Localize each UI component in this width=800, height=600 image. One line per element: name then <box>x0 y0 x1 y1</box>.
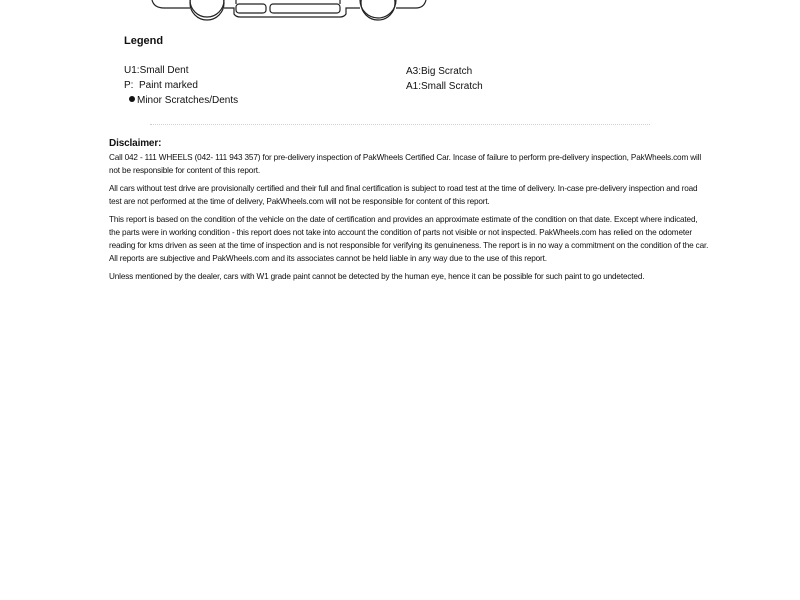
legend-code: A3: <box>406 66 422 77</box>
legend-label: Minor Scratches/Dents <box>137 95 239 106</box>
legend-item-paint-marked <box>124 80 198 92</box>
filled-dot-icon <box>129 96 135 102</box>
wheel-right-icon <box>361 0 395 20</box>
legend-label: Paint marked <box>139 80 198 91</box>
disclaimer-paragraph: This report is based on the condition of the vehicle on the date of certification and provides an approximate estimate of the condition on that date. Except where indicated, the parts were in working condition - this report does not take into account the condition of parts not visible or not inspected. PakWheels.com has relied on the odometer reading for kms driven as seen at the time of inspection and is not responsible for verifying its genuineness. The report is in no way a commitment on the condition of the car. All reports are subjective and PakWheels.com and its associates cannot be held liable in any way due to the use of this report. <box>109 215 709 263</box>
legend-code: P: <box>124 80 134 91</box>
disclaimer-paragraph: Call 042 - 111 WHEELS (042- 111 943 357) for pre-delivery inspection of PakWheels Certified Car. Incase of failure to perform pre-delivery inspection, PakWheels.com will not be responsible for content of this report. <box>109 153 702 175</box>
legend-code: U1: <box>124 65 140 76</box>
disclaimer-title: Disclaimer: <box>109 138 162 149</box>
disclaimer-paragraph: Unless mentioned by the dealer, cars with W1 grade paint cannot be detected by the human eye, hence it can be possible for such paint to go undetected. <box>109 272 645 281</box>
legend-title: Legend <box>124 35 164 47</box>
legend-item-minor-scratches <box>129 95 238 107</box>
disclaimer-section <box>109 137 709 288</box>
legend-item-small-scratch <box>406 81 483 93</box>
legend-code: A1: <box>406 81 422 92</box>
legend-label: Big Scratch <box>421 66 473 77</box>
divider <box>150 124 650 128</box>
legend-item-small-dent <box>124 65 188 77</box>
legend-label: Small Scratch <box>421 81 483 92</box>
legend-label: Small Dent <box>139 65 189 76</box>
disclaimer-paragraph: All cars without test drive are provisionally certified and their full and final certification is subject to road test at the time of delivery. In-case pre-delivery inspection and road test are not performed at the time of delivery, PakWheels.com will not be responsible for content of this report. <box>109 184 698 206</box>
car-diagram-bottom-outline <box>140 0 440 24</box>
legend-item-big-scratch <box>406 66 472 78</box>
